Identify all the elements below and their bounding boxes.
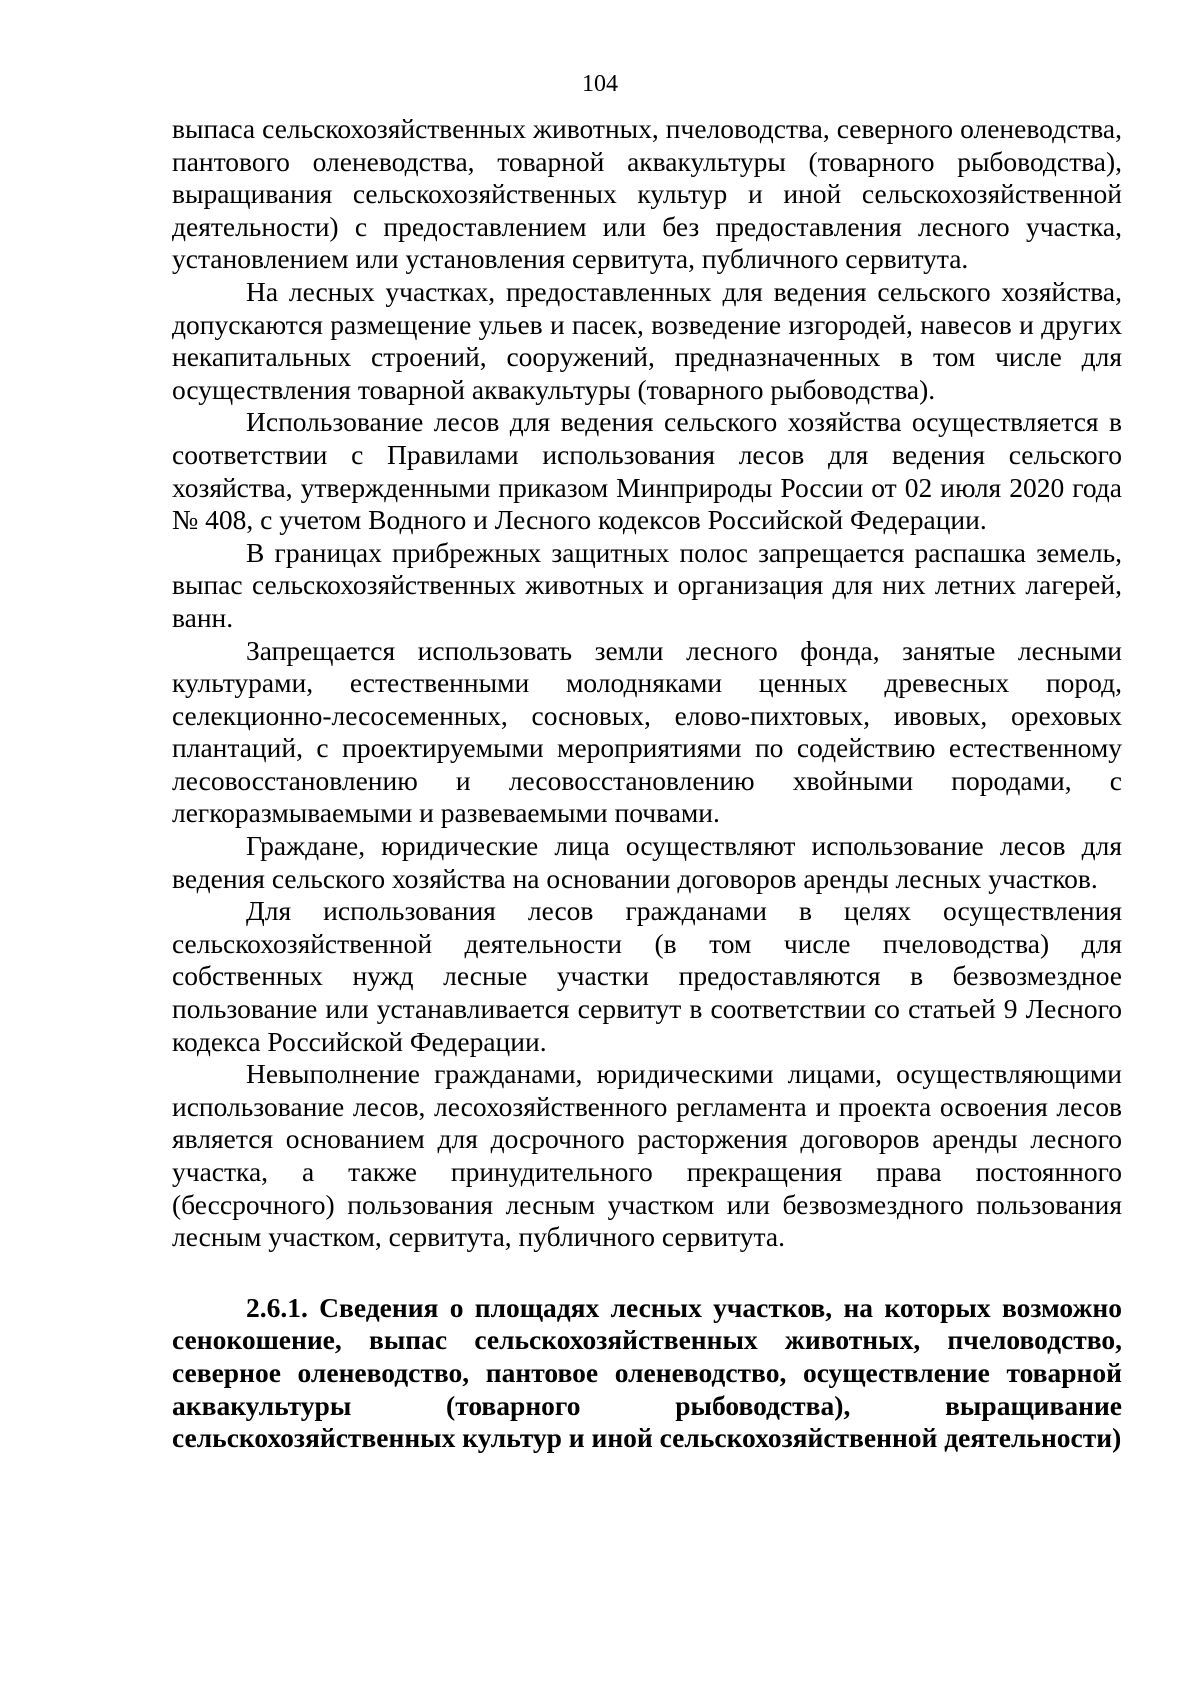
paragraph-rules-reference: Использование лесов для ведения сельского хозяйства осуществляется в соответствии с Правилами использования лесов для ведения сельского хозяйства, утвержденными приказом Минприроды России от 02 июля 2020 года № 408, с учетом Водного и Лесного кодексов Российской Федерации. [172, 406, 1122, 536]
paragraph-lease-basis: Граждане, юридические лица осуществляют использование лесов для ведения сельского хозяйства на основании договоров аренды лесных участков. [172, 830, 1122, 894]
paragraph-free-use: Для использования лесов гражданами в целях осуществления сельскохозяйственной деятельности (в том числе пчеловодства) для собственных нужд лесные участки предоставляются в безвозмездное пользование или устанавливается сервитут в соответствии со статьей 9 Лесного кодекса Российской Федерации. [172, 895, 1122, 1057]
page-number: 104 [582, 71, 618, 97]
paragraph-agriculture-structures: На лесных участках, предоставленных для ведения сельского хозяйства, допускаются размещение ульев и пасек, возведение изгородей, навесов и других некапитальных строений, сооружений, предназначенных в том числе для осуществления товарной аквакультуры (товарного рыбоводства). [172, 275, 1122, 405]
paragraph-continuation: выпаса сельскохозяйственных животных, пчеловодства, северного оленеводства, пантового оленеводства, товарной аквакультуры (товарного рыбоводства), выращивания сельскохозяйственных культур и иной сельскохозяйственной деятельности) с предоставлением или без предоставления лесного участка, установлением или установления сервитута, публичного сервитута. [172, 113, 1122, 275]
document-body [172, 113, 1122, 1455]
paragraph-prohibited-lands: Запрещается использовать земли лесного фонда, занятые лесными культурами, естественными молодняками ценных древесных пород, селекционно-лесосеменных, сосновых, елово-пихтовых, ивовых, ореховых плантаций, с проектируемыми мероприятиями по содействию естественному лесовосстановлению и лесовосстановлению хвойными породами, с легкоразмываемыми и развеваемыми почвами. [172, 634, 1122, 829]
paragraph-coastal-restrictions: В границах прибрежных защитных полос запрещается распашка земель, выпас сельскохозяйственных животных и организация для них летних лагерей, ванн. [172, 536, 1122, 633]
paragraph-termination: Невыполнение гражданами, юридическими лицами, осуществляющими использование лесов, лесохозяйственного регламента и проекта освоения лесов является основанием для досрочного расторжения договоров аренды лесного участка, а также принудительного прекращения права постоянного (бессрочного) пользования лесным участком или безвозмездного пользования лесным участком, сервитута, публичного сервитута. [172, 1058, 1122, 1253]
section-heading-2-6-1: 2.6.1. Сведения о площадях лесных участков, на которых возможно сенокошение, выпас сельскохозяйственных животных, пчеловодство, северное оленеводство, пантовое оленеводство, осуществление товарной аквакультуры (товарного рыбоводства), выращивание сельскохозяйственных культур и иной сельскохозяйственной деятельности) [172, 1291, 1122, 1454]
